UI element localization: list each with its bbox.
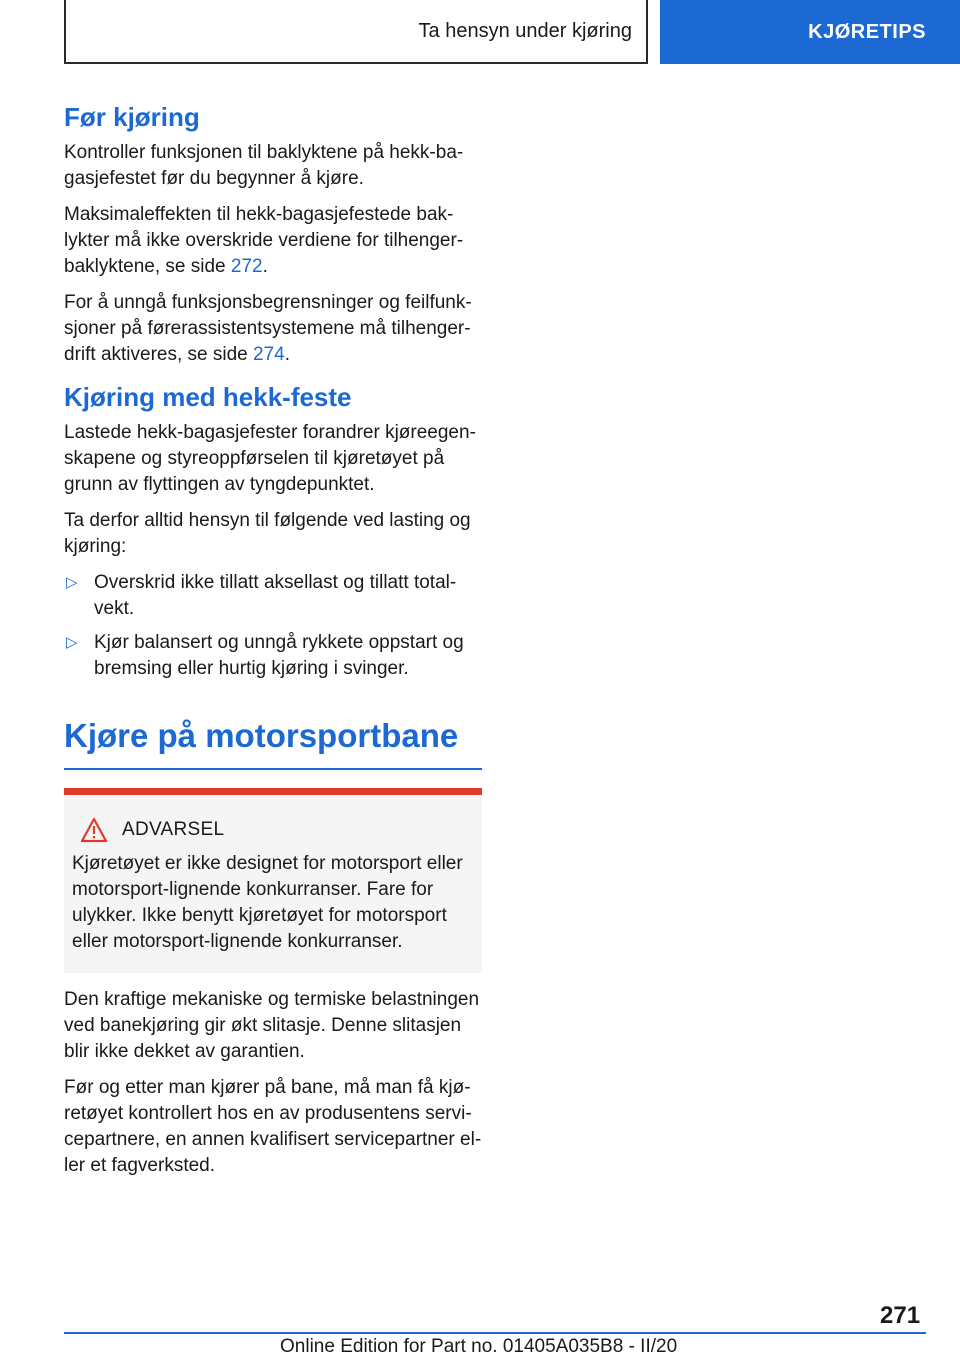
paragraph: Før og etter man kjører på bane, må man få kjøretøyet kontrollert hos en av produsentens servicepartnere, en annen kvalifisert servicepartner eller et fagverksted. — [64, 1077, 482, 1176]
paragraph — [64, 140, 482, 192]
header-section-title — [64, 0, 648, 64]
paragraph-text: Kontroller funksjonen til baklyktene på hekk-bagasjefestet før du begynner å kjøre. — [64, 142, 464, 189]
footer-edition: Online Edition for Part no. 01405A035B8 - II/20 — [280, 1336, 678, 1357]
paragraph: Den kraftige mekaniske og termiske belastningen ved banekjøring gir økt slitasje. Denne slitasjen blir ikke dekket av garantien. — [64, 989, 480, 1062]
triangle-bullet-icon: ▷ — [66, 634, 78, 651]
warning-box — [64, 788, 482, 973]
warning-triangle-icon — [80, 817, 108, 843]
footer-divider — [64, 1332, 926, 1334]
chapter-label: KJØRETIPS — [808, 20, 926, 43]
list-item-text: Kjør balansert og unngå rykkete oppstart og bremsing eller hurtig kjøring i svinger. — [94, 632, 464, 679]
heading-before-driving: Før kjøring — [64, 102, 200, 132]
section-title-text: Ta hensyn under kjøring — [418, 19, 632, 42]
paragraph-text: Maksimaleffekten til hekk-bagasjefestede baklykter må ikke overskride verdiene for tilhengerbaklyktene, se side — [64, 204, 464, 277]
punctuation: . — [284, 344, 291, 365]
paragraph — [64, 420, 482, 498]
punctuation: . — [262, 256, 268, 277]
list-item-text: Overskrid ikke tillatt aksellast og tillatt totalvekt. — [94, 572, 457, 619]
paragraph-text: Lastede hekk-bagasjefester forandrer kjøreegenskapene og styreoppførselen til kjøretøyet på grunn av flyttingen av tyngdepunktet. — [64, 422, 476, 495]
bullet-list — [64, 570, 482, 682]
heading-driving-with-hitch: Kjøring med hekk-feste — [64, 382, 352, 412]
heading-motorsport-track: Kjøre på motorsportbane — [64, 716, 482, 770]
header-chapter-tab[interactable] — [660, 0, 960, 64]
page-reference-link[interactable]: 272 — [230, 256, 263, 277]
warning-header — [72, 817, 474, 843]
paragraph — [64, 290, 482, 368]
page-number: 271 — [880, 1302, 921, 1329]
paragraph — [64, 508, 482, 560]
paragraph — [64, 202, 482, 280]
paragraph-text: For å unngå funksjonsbegrensninger og feilfunksjoner på førerassistentsystemene må tilhengerdrift aktiveres, se side — [64, 292, 472, 365]
paragraph-text: Ta derfor alltid hensyn til følgende ved lasting og kjøring: — [64, 510, 471, 557]
page-reference-link[interactable]: 274 — [253, 344, 285, 365]
warning-title: ADVARSEL — [122, 819, 225, 840]
warning-text: Kjøretøyet er ikke designet for motorsport eller motorsport-lignende konkurranser. Fare for ulykker. Ikke benytt kjøretøyet for motorsport eller motorsport-lignende konkurranser. — [72, 853, 463, 952]
list-item — [64, 570, 482, 622]
triangle-bullet-icon: ▷ — [66, 574, 78, 591]
main-content — [64, 100, 482, 1189]
list-item — [64, 630, 482, 682]
